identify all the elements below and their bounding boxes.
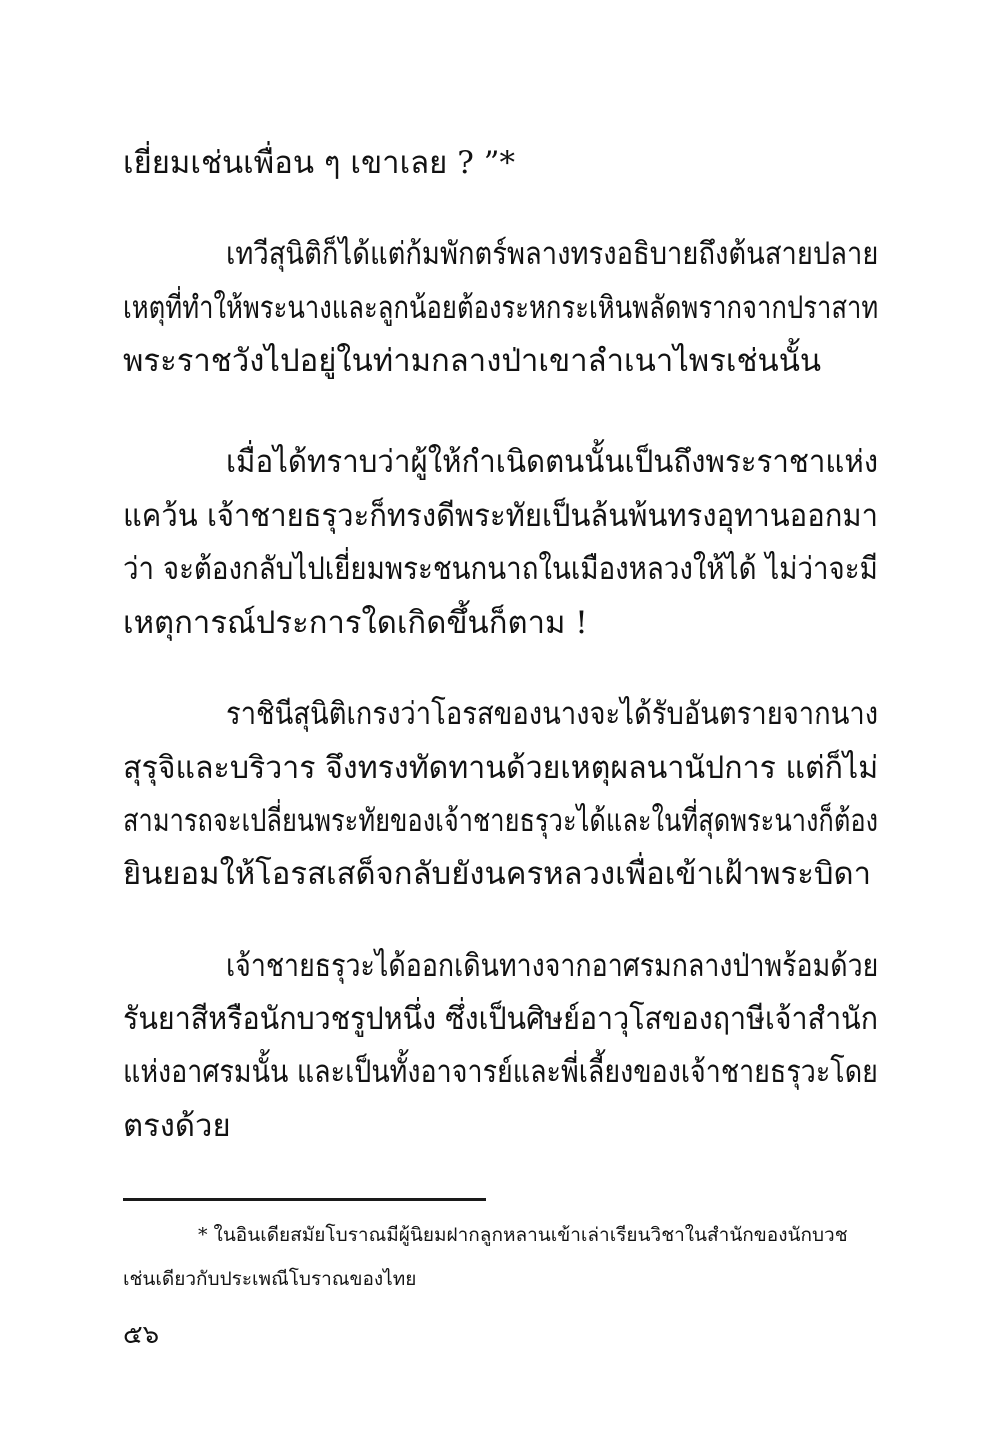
footnote-line-1: * ในอินเดียสมัยโบราณมีผู้นิยมฝากลูกหลานเข้าเล่าเรียนวิชาในสำนักของนักบวช — [198, 1224, 848, 1246]
text-line-13: เจ้าชายธรุวะได้ออกเดินทางจากอาศรมกลางป่าพร้อมด้วย — [226, 948, 879, 984]
text-line-14: รันยาสีหรือนักบวชรูปหนึ่ง ซึ่งเป็นศิษย์อาวุโสของฤาษีเจ้าสำนัก — [123, 1001, 879, 1037]
text-line-9: ราชินีสุนิติเกรงว่าโอรสของนางจะได้รับอันตรายจากนาง — [226, 696, 879, 732]
text-line-6: แคว้น เจ้าชายธรุวะก็ทรงดีพระทัยเป็นล้นพ้นทรงอุทานออกมา — [123, 498, 879, 534]
text-line-3: เหตุที่ทำให้พระนางและลูกน้อยต้องระหกระเหินพลัดพรากจากปราสาท — [123, 290, 879, 326]
text-line-12: ยินยอมให้โอรสเสด็จกลับยังนครหลวงเพื่อเข้าเฝ้าพระบิดา — [123, 856, 872, 892]
text-line-4: พระราชวังไปอยู่ในท่ามกลางป่าเขาลำเนาไพรเช่นนั้น — [123, 343, 822, 379]
page-number: ๕๖ — [123, 1320, 160, 1350]
text-line-16: ตรงด้วย — [123, 1108, 231, 1144]
text-line-8: เหตุการณ์ประการใดเกิดขึ้นก็ตาม ! — [123, 605, 588, 641]
text-line-5: เมื่อได้ทราบว่าผู้ให้กำเนิดตนนั้นเป็นถึงพระราชาแห่ง — [226, 444, 879, 480]
text-line-7: ว่า จะต้องกลับไปเยี่ยมพระชนกนาถในเมืองหลวงให้ได้ ไม่ว่าจะมี — [123, 551, 878, 587]
text-line-15: แห่งอาศรมนั้น และเป็นทั้งอาจารย์และพี่เลี้ยงของเจ้าชายธรุวะโดย — [123, 1054, 878, 1090]
text-line-2: เทวีสุนิติก็ได้แต่ก้มพักตร์พลางทรงอธิบายถึงต้นสายปลาย — [226, 236, 879, 272]
footnote-line-2: เช่นเดียวกับประเพณีโบราณของไทย — [123, 1268, 417, 1290]
footnote-divider — [123, 1198, 486, 1201]
text-line-11: สามารถจะเปลี่ยนพระทัยของเจ้าชายธรุวะได้และในที่สุดพระนางก็ต้อง — [123, 803, 879, 839]
text-line-1: เยี่ยมเช่นเพื่อน ๆ เขาเลย ? ”* — [123, 145, 516, 181]
text-line-10: สุรุจิและบริวาร จึงทรงทัดทานด้วยเหตุผลนานัปการ แต่ก็ไม่ — [123, 750, 879, 786]
